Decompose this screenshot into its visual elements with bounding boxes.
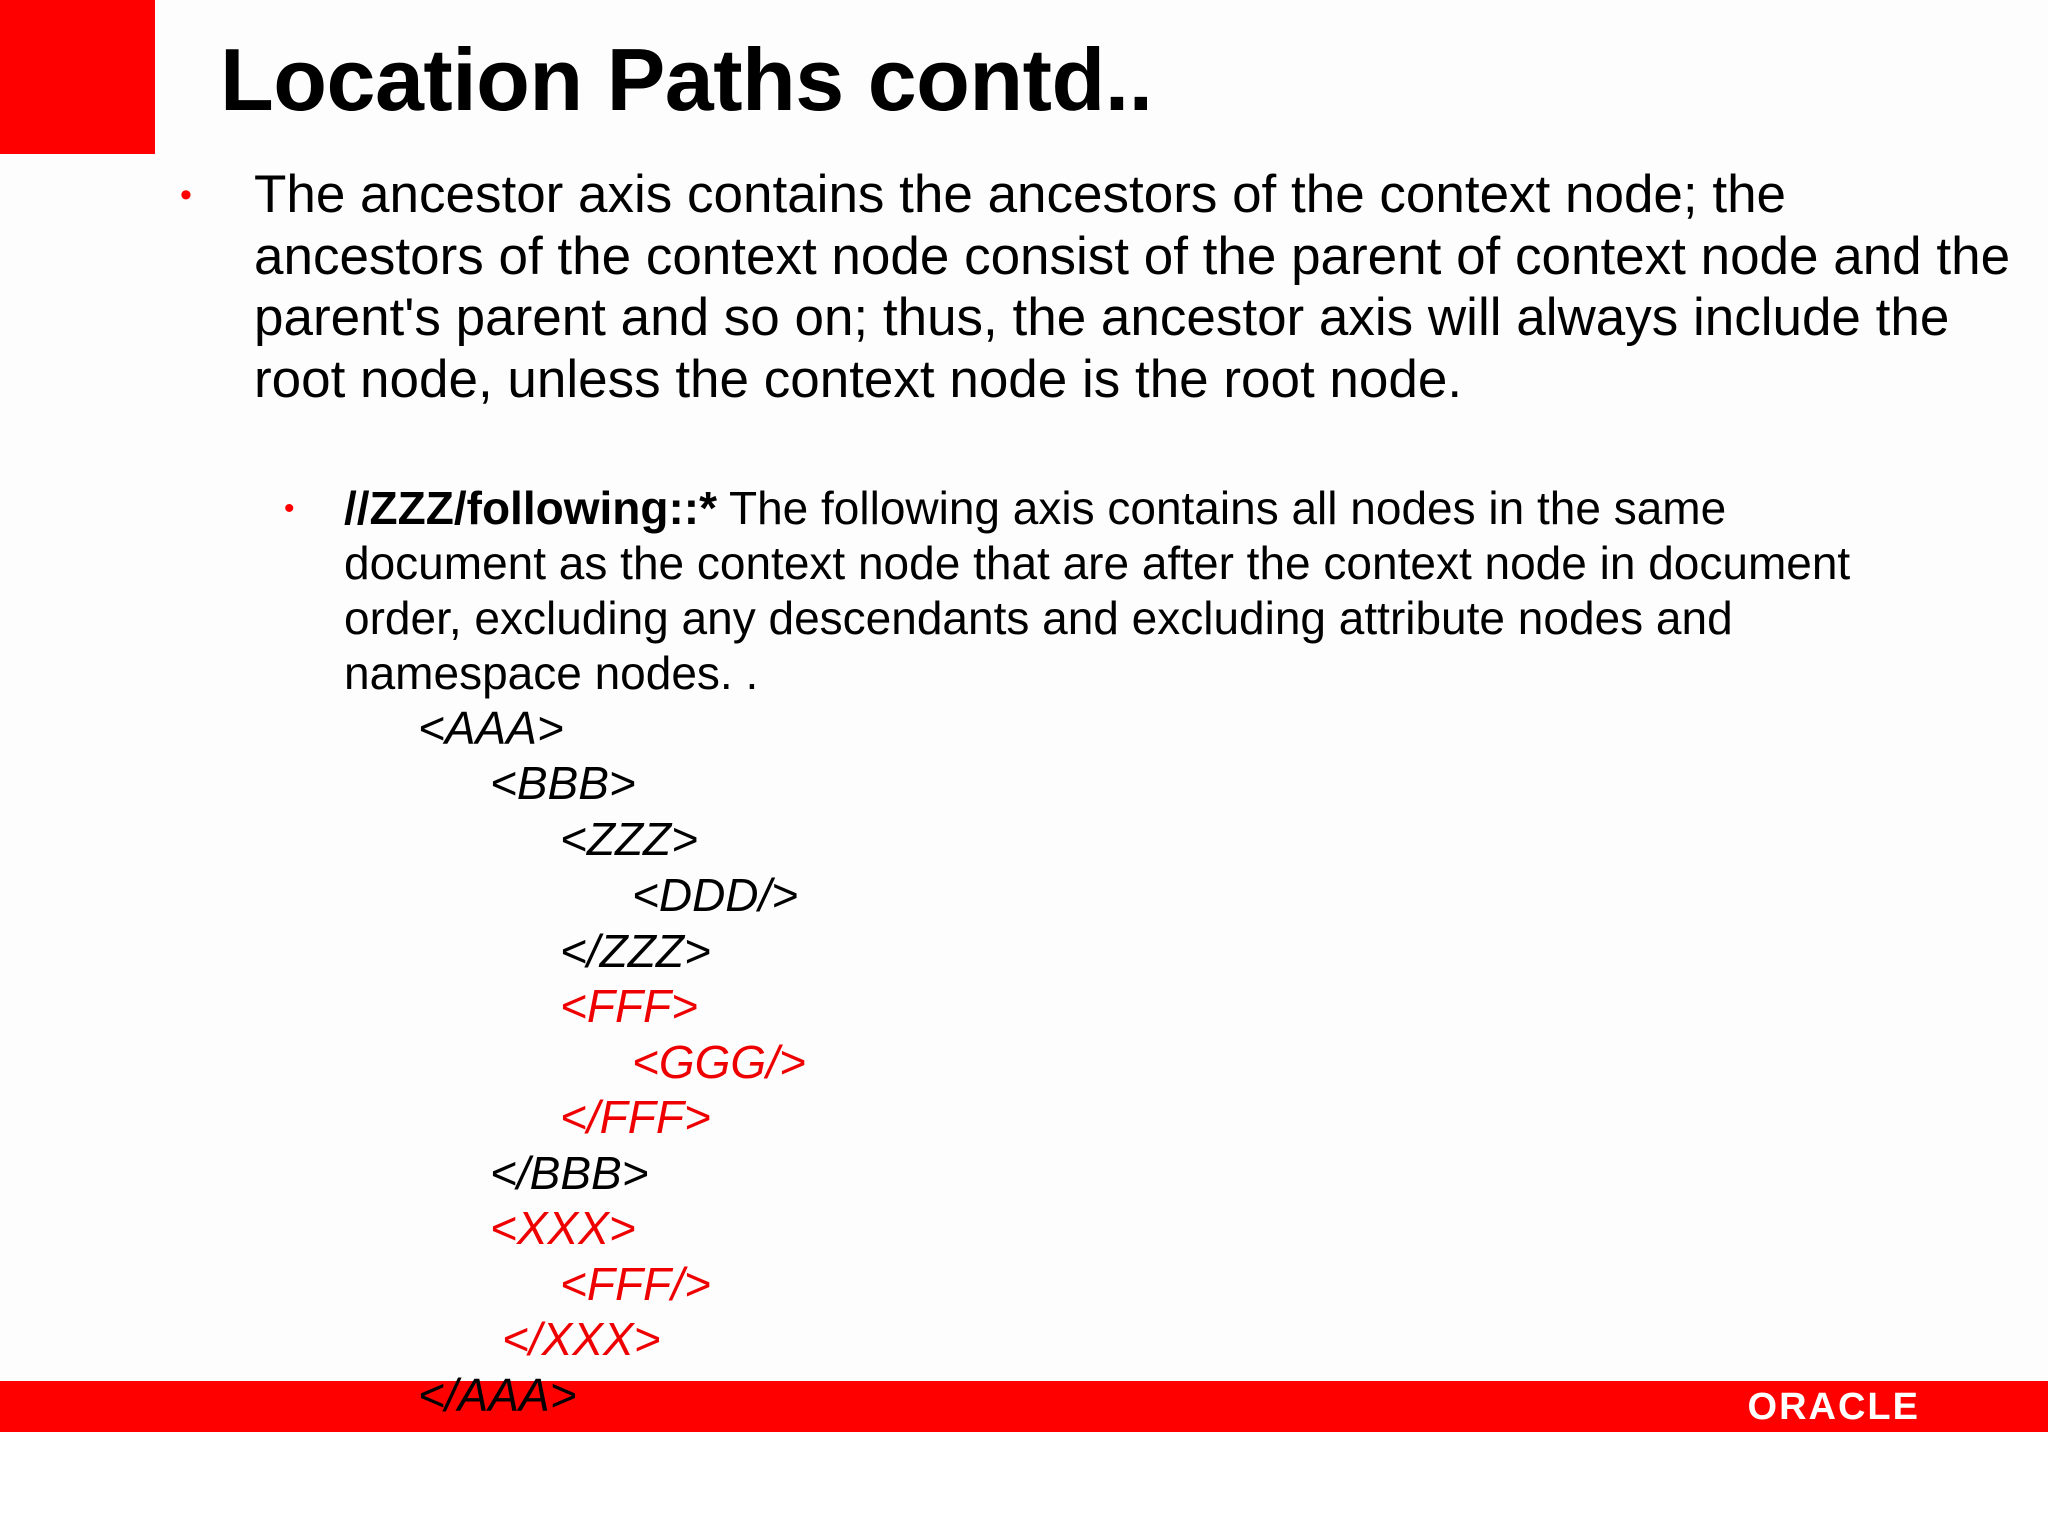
code-line: </ZZZ> [560,925,711,977]
oracle-logo: ORACLE [1747,1386,1920,1428]
footer-bar [0,1381,2048,1432]
code-line-highlighted: <GGG/> [632,1036,806,1088]
bullet-marker: • [180,176,192,214]
slide-title: Location Paths contd.. [220,30,1153,129]
code-line-highlighted: </XXX> [502,1313,661,1365]
corner-accent-block [0,0,155,154]
code-line: </AAA> [418,1369,577,1421]
code-line-highlighted: <FFF/> [560,1258,711,1310]
code-line: <DDD/> [632,869,799,921]
main-bullet-text: The ancestor axis contains the ancestors of the context node; the ancestors of the context node consist of the parent of context node and the parent's parent and so on; thus, the ancestor axis will always include the root node, unless the context node is the root node. [254,165,2011,409]
code-line-highlighted: <FFF> [560,980,699,1032]
sub-bullet-text [344,481,1904,701]
sub-bullet-marker: • [284,492,295,525]
code-line-highlighted: <XXX> [490,1202,636,1254]
code-line: <AAA> [418,702,564,754]
code-line-highlighted: </FFF> [560,1091,711,1143]
xpath-expression: //ZZZ/following::* [344,482,718,534]
code-line: <ZZZ> [560,813,699,865]
code-line: </BBB> [490,1147,649,1199]
code-line: <BBB> [490,757,636,809]
sub-bullet-description: The following axis contains all nodes in the same document as the context node that are after the context node in document order, excluding any descendants and excluding attribute nodes and namespace nodes. . [344,482,1851,699]
